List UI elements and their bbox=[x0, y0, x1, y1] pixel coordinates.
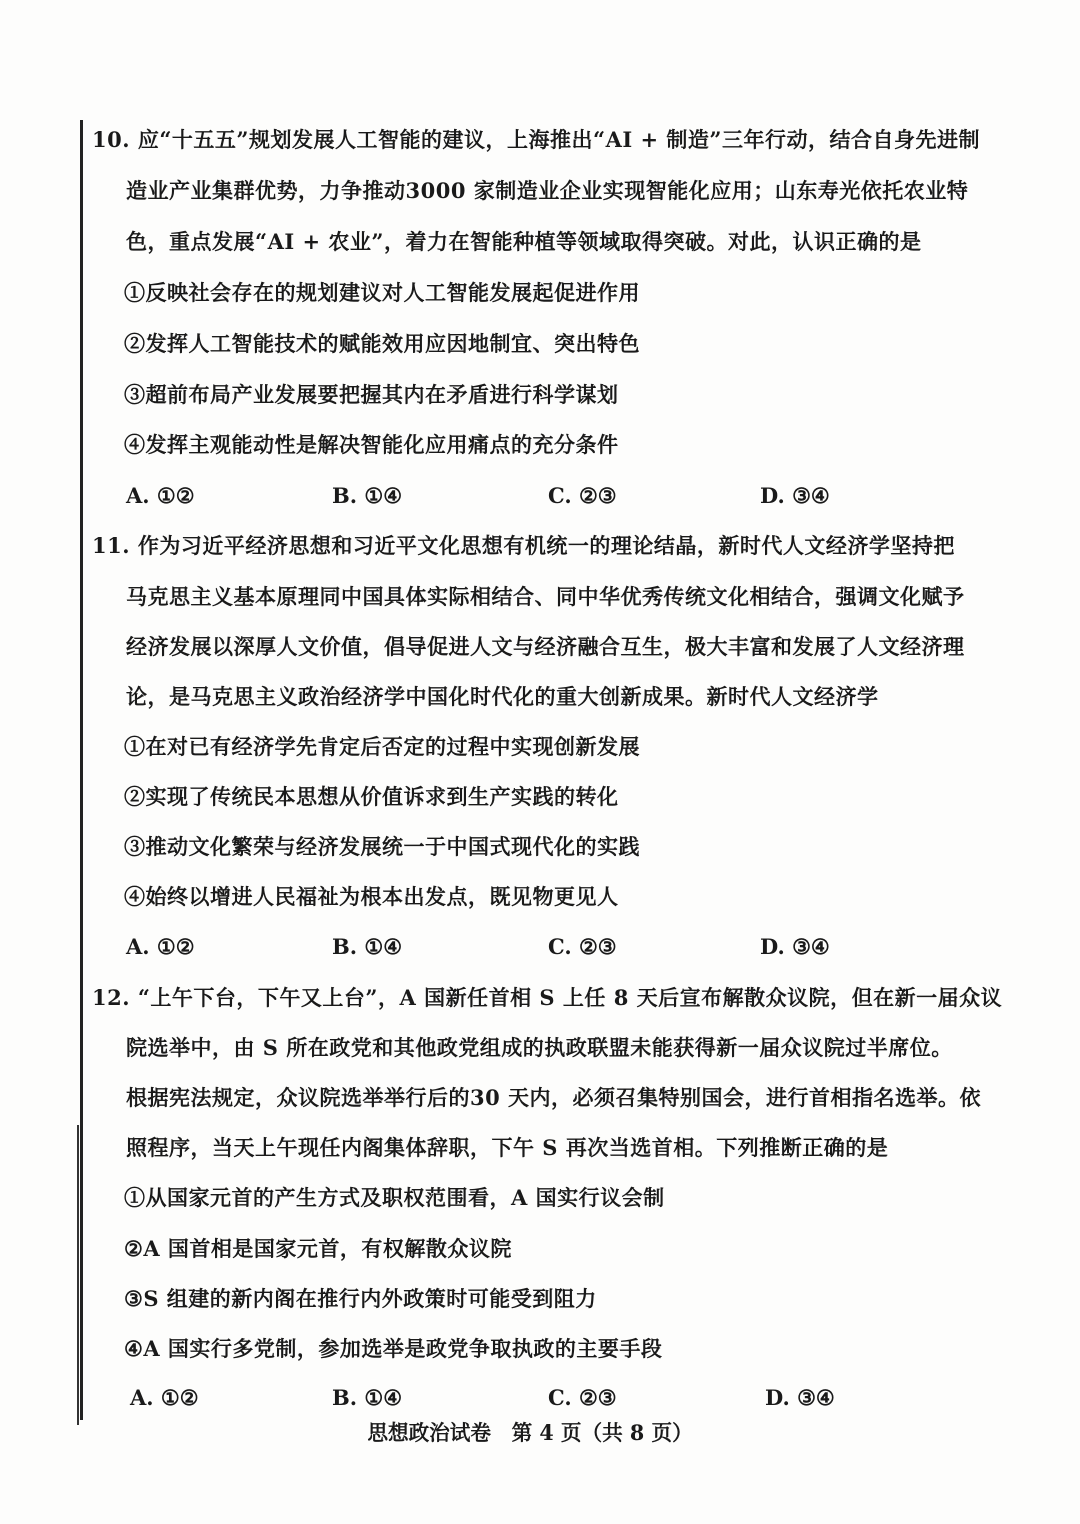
q11-choice-b: B. ①④ bbox=[332, 934, 403, 959]
margin-rule bbox=[80, 120, 83, 1420]
q12-option-4: ④A 国实行多党制，参加选举是政党争取执政的主要手段 bbox=[124, 1336, 663, 1361]
q12-choice-c: C. ②③ bbox=[548, 1385, 617, 1410]
q12-choice-d: D. ③④ bbox=[765, 1385, 835, 1410]
q10-stem-line-2: 造业产业集群优势，力争推动3000 家制造业企业实现智能化应用；山东寿光依托农业特 bbox=[126, 178, 969, 203]
q10-option-4: ④发挥主观能动性是解决智能化应用痛点的充分条件 bbox=[124, 432, 619, 457]
q11-option-3: ③推动文化繁荣与经济发展统一于中国式现代化的实践 bbox=[124, 834, 640, 859]
q11-choice-d: D. ③④ bbox=[760, 934, 830, 959]
q11-option-1: ①在对已有经济学先肯定后否定的过程中实现创新发展 bbox=[124, 734, 640, 759]
page-footer: 思想政治试卷 第 4 页（共 8 页） bbox=[367, 1420, 693, 1445]
q10-choice-a: A. ①② bbox=[126, 483, 195, 508]
q10-stem-line-3: 色，重点发展“AI + 农业”，着力在智能种植等领域取得突破。对此，认识正确的是 bbox=[126, 229, 922, 254]
q12-stem-line-4: 照程序，当天上午现任内阁集体辞职，下午 S 再次当选首相。下列推断正确的是 bbox=[126, 1135, 889, 1160]
q11-option-2: ②实现了传统民本思想从价值诉求到生产实践的转化 bbox=[124, 784, 619, 809]
q12-option-3: ③S 组建的新内阁在推行内外政策时可能受到阻力 bbox=[124, 1286, 597, 1311]
q10-choice-b: B. ①④ bbox=[332, 483, 403, 508]
q10-option-3: ③超前布局产业发展要把握其内在矛盾进行科学谋划 bbox=[124, 382, 619, 407]
q12-choice-a: A. ①② bbox=[130, 1385, 199, 1410]
q11-stem-line-3: 经济发展以深厚人文价值，倡导促进人文与经济融合互生，极大丰富和发展了人文经济理 bbox=[126, 634, 965, 659]
q10-stem-line-1: 10. 应“十五五”规划发展人工智能的建议，上海推出“AI + 制造”三年行动，结合自身先进制 bbox=[92, 127, 980, 152]
q11-stem-line-4: 论，是马克思主义政治经济学中国化时代化的重大创新成果。新时代人文经济学 bbox=[126, 684, 879, 709]
q11-choice-a: A. ①② bbox=[126, 934, 195, 959]
q10-choice-d: D. ③④ bbox=[760, 483, 830, 508]
q12-choice-b: B. ①④ bbox=[332, 1385, 403, 1410]
q11-choice-c: C. ②③ bbox=[548, 934, 617, 959]
q10-choice-c: C. ②③ bbox=[548, 483, 617, 508]
q12-stem-line-3: 根据宪法规定，众议院选举举行后的30 天内，必须召集特别国会，进行首相指名选举。依 bbox=[126, 1085, 982, 1110]
q11-stem-line-2: 马克思主义基本原理同中国具体实际相结合、同中华优秀传统文化相结合，强调文化赋予 bbox=[126, 584, 965, 609]
q10-option-2: ②发挥人工智能技术的赋能效用应因地制宜、突出特色 bbox=[124, 331, 640, 356]
q12-stem-line-2: 院选举中，由 S 所在政党和其他政党组成的执政联盟未能获得新一届众议院过半席位。 bbox=[126, 1035, 953, 1060]
q12-stem-line-1: 12. “上午下台，下午又上台”，A 国新任首相 S 上任 8 天后宣布解散众议院，但在新一届众议 bbox=[92, 985, 1003, 1010]
q12-option-2: ②A 国首相是国家元首，有权解散众议院 bbox=[124, 1236, 512, 1261]
q12-option-1: ①从国家元首的产生方式及职权范围看，A 国实行议会制 bbox=[124, 1185, 665, 1210]
q11-option-4: ④始终以增进人民福祉为根本出发点，既见物更见人 bbox=[124, 884, 619, 909]
q11-stem-line-1: 11. 作为习近平经济思想和习近平文化思想有机统一的理论结晶，新时代人文经济学坚持把 bbox=[92, 533, 955, 558]
q10-option-1: ①反映社会存在的规划建议对人工智能发展起促进作用 bbox=[124, 280, 640, 305]
margin-rule-secondary bbox=[77, 1125, 79, 1425]
